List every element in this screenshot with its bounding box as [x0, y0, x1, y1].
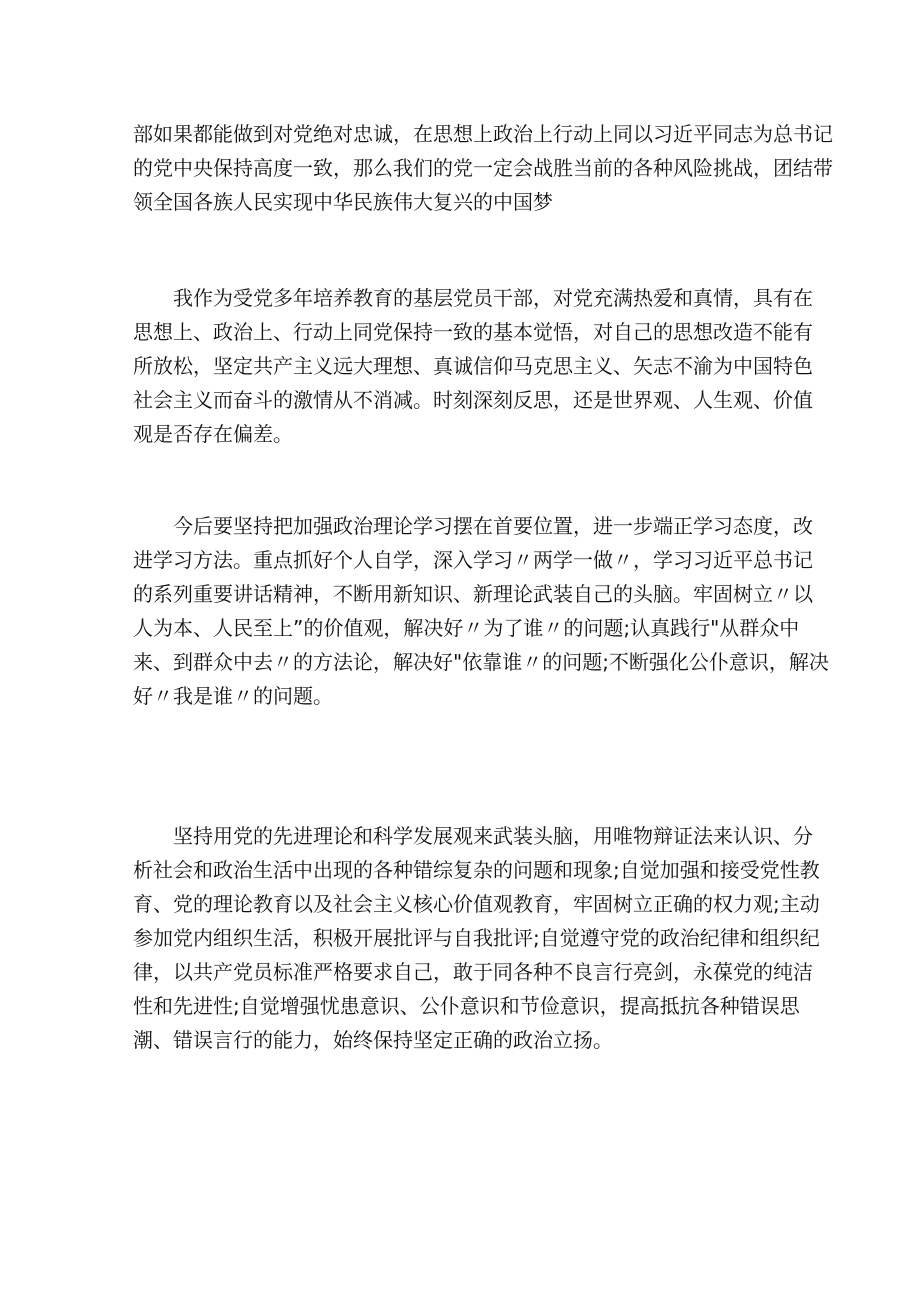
paragraph-line: 思想上、政治上、行动上同党保持一致的基本觉悟，对自己的思想改造不能有: [133, 320, 813, 344]
paragraph-line: 来、到群众中去〃的方法论，解决好"依靠谁〃的问题;不断强化公仆意识，解决: [133, 650, 829, 674]
paragraph-line: 育、党的理论教育以及社会主义核心价值观教育，牢固树立正确的权力观;主动: [133, 892, 820, 916]
paragraph-line: 人为本、人民至上”的价值观，解决好〃为了谁〃的问题;认真践行"从群众中: [133, 616, 800, 640]
paragraph-2: [133, 281, 813, 451]
paragraph-line: 我作为受党多年培养教育的基层党员干部，对党充满热爱和真情，具有在: [133, 286, 813, 310]
paragraph-line: 潮、错误言行的能力，始终保持坚定正确的政治立扬。: [133, 1028, 613, 1052]
paragraph-4: [133, 819, 820, 1057]
paragraph-3: [133, 509, 829, 713]
paragraph-line: 律，以共产党员标准严格要求自己，敢于同各种不良言行亮剑，永葆党的纯洁: [133, 960, 813, 984]
paragraph-line: 析社会和政治生活中出现的各种错综复杂的问题和现象;自觉加强和接受党性教: [133, 858, 820, 882]
paragraph-line: 领全国各族人民实现中华民族伟大复兴的中国梦: [133, 190, 553, 214]
paragraph-line: 的党中央保持高度一致，那么我们的党一定会战胜当前的各种风险挑战，团结带: [133, 156, 833, 180]
paragraph-line: 今后要坚持把加强政治理论学习摆在首要位置，进一步端正学习态度，改: [133, 514, 813, 538]
paragraph-line: 部如果都能做到对党绝对忠诚，在思想上政治上行动上同以习近平同志为总书记: [133, 122, 833, 146]
paragraph-line: 坚持用党的先进理论和科学发展观来武装头脑，用唯物辩证法来认识、分: [133, 824, 813, 848]
paragraph-line: 性和先进性;自觉增强忧患意识、公仆意识和节俭意识，提高抵抗各种错误思: [133, 994, 800, 1018]
paragraph-line: 好〃我是谁〃的问题。: [133, 684, 333, 708]
paragraph-line: 所放松，坚定共产主义远大理想、真诚信仰马克思主义、矢志不渝为中国特色: [133, 354, 813, 378]
paragraph-line: 的系列重要讲话精神，不断用新知识、新理论武装自己的头脑。牢固树立〃以: [133, 582, 813, 606]
paragraph-line: 观是否存在偏差。: [133, 422, 293, 446]
paragraph-line: 参加党内组织生活，积极开展批评与自我批评;自觉遵守党的政治纪律和组织纪: [133, 926, 820, 950]
paragraph-1: [133, 117, 833, 219]
paragraph-line: 进学习方法。重点抓好个人自学，深入学习〃两学一做〃，学习习近平总书记: [133, 548, 813, 572]
paragraph-line: 社会主义而奋斗的激情从不消减。时刻深刻反思，还是世界观、人生观、价值: [133, 388, 813, 412]
